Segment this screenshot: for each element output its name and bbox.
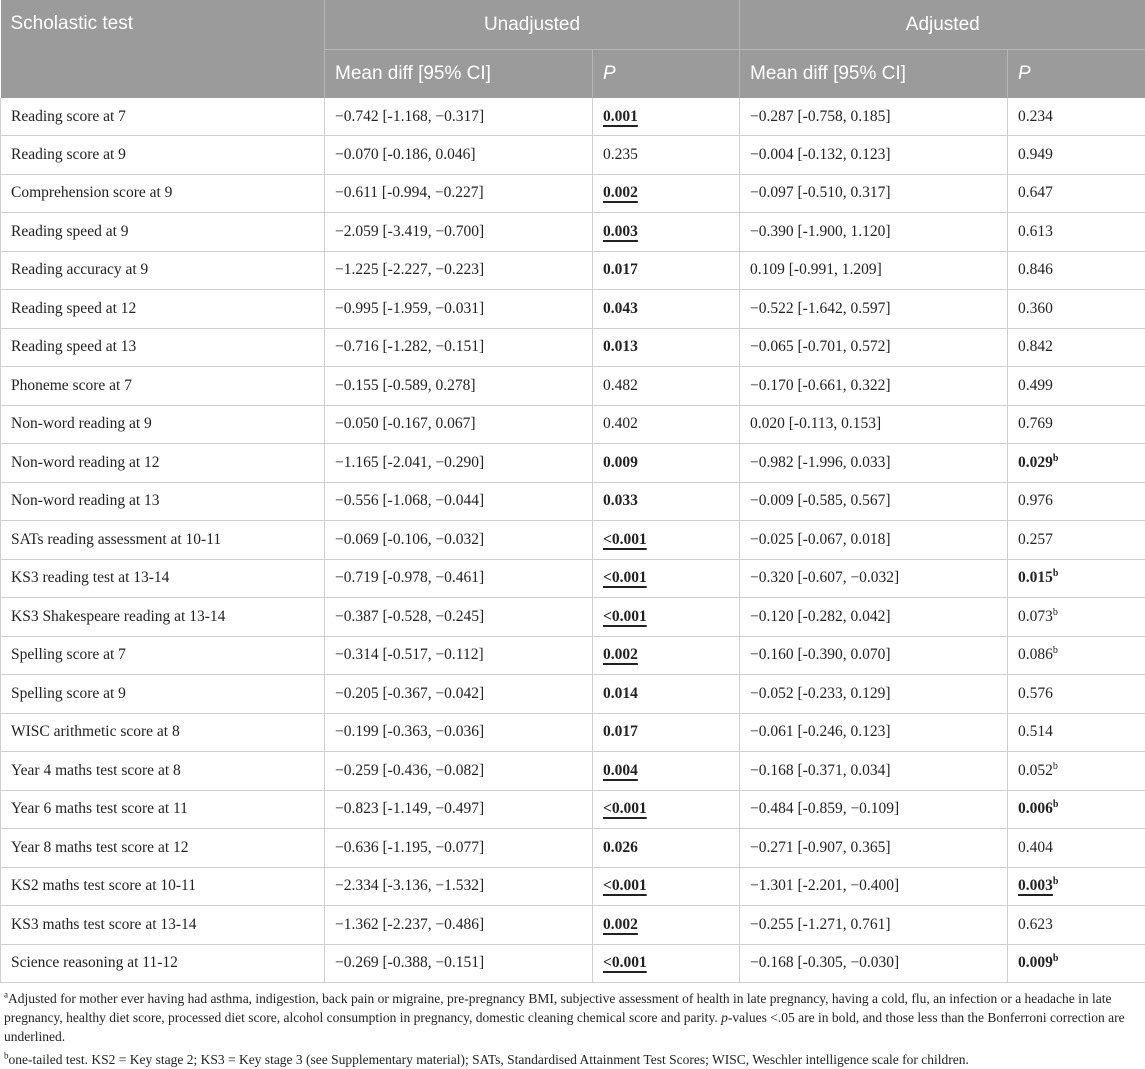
cell-unadjusted-p xyxy=(593,405,740,444)
table-row xyxy=(1,944,1145,983)
cell-unadjusted-mean-diff-text: −2.059 [-3.419, −0.700] xyxy=(335,223,484,240)
cell-test-name-text: Science reasoning at 11-12 xyxy=(11,954,178,971)
footnote-a-italic: p xyxy=(721,1010,728,1025)
cell-unadjusted-p xyxy=(593,675,740,714)
cell-adjusted-mean-diff xyxy=(740,136,1008,175)
table-row xyxy=(1,713,1145,752)
cell-unadjusted-p xyxy=(593,829,740,868)
cell-unadjusted-mean-diff-text: −0.050 [-0.167, 0.067] xyxy=(335,415,475,432)
cell-test-name xyxy=(1,636,325,675)
cell-adjusted-mean-diff xyxy=(740,405,1008,444)
cell-adjusted-mean-diff-text: −0.522 [-1.642, 0.597] xyxy=(750,300,890,317)
cell-adjusted-mean-diff-text: −0.484 [-0.859, −0.109] xyxy=(750,800,899,817)
cell-test-name-text: Reading accuracy at 9 xyxy=(11,261,148,278)
cell-adjusted-p-text: 0.613 xyxy=(1018,223,1053,240)
cell-unadjusted-p xyxy=(593,367,740,406)
table-row xyxy=(1,290,1145,329)
cell-adjusted-mean-diff-text: −0.271 [-0.907, 0.365] xyxy=(750,839,890,856)
cell-adjusted-mean-diff xyxy=(740,213,1008,252)
footnote-b xyxy=(4,1050,1139,1069)
cell-unadjusted-p-text: 0.003 xyxy=(603,223,638,240)
cell-adjusted-mean-diff xyxy=(740,251,1008,290)
cell-unadjusted-mean-diff-text: −0.070 [-0.186, 0.046] xyxy=(335,146,475,163)
cell-unadjusted-mean-diff xyxy=(325,906,593,945)
cell-adjusted-p xyxy=(1008,636,1145,675)
cell-adjusted-mean-diff-text: −0.097 [-0.510, 0.317] xyxy=(750,184,890,201)
cell-adjusted-p xyxy=(1008,136,1145,175)
cell-adjusted-mean-diff-text: −0.320 [-0.607, −0.032] xyxy=(750,569,899,586)
cell-unadjusted-mean-diff-text: −0.269 [-0.388, −0.151] xyxy=(335,954,484,971)
cell-unadjusted-mean-diff-text: −0.387 [-0.528, −0.245] xyxy=(335,608,484,625)
table-row xyxy=(1,790,1145,829)
cell-unadjusted-mean-diff-text: −0.155 [-0.589, 0.278] xyxy=(335,377,475,394)
cell-unadjusted-p-text: 0.002 xyxy=(603,916,638,933)
cell-unadjusted-mean-diff-text: −0.556 [-1.068, −0.044] xyxy=(335,492,484,509)
cell-unadjusted-p xyxy=(593,98,740,136)
cell-adjusted-p-text: 0.257 xyxy=(1018,531,1053,548)
cell-adjusted-mean-diff-text: −0.982 [-1.996, 0.033] xyxy=(750,454,890,471)
cell-adjusted-p-text: 0.234 xyxy=(1018,108,1053,125)
cell-test-name xyxy=(1,790,325,829)
table-row xyxy=(1,598,1145,637)
cell-adjusted-mean-diff-text: −0.120 [-0.282, 0.042] xyxy=(750,608,890,625)
table-row xyxy=(1,444,1145,483)
footnote-marker: b xyxy=(1053,761,1058,772)
cell-adjusted-mean-diff-text: −1.301 [-2.201, −0.400] xyxy=(750,877,899,894)
cell-adjusted-p xyxy=(1008,790,1145,829)
cell-adjusted-mean-diff xyxy=(740,752,1008,791)
cell-adjusted-p xyxy=(1008,213,1145,252)
cell-unadjusted-p-text: <0.001 xyxy=(603,569,647,586)
cell-unadjusted-p-text: 0.402 xyxy=(603,415,638,432)
cell-adjusted-p-text: 0.404 xyxy=(1018,839,1053,856)
cell-unadjusted-p-text: 0.002 xyxy=(603,184,638,201)
cell-adjusted-mean-diff-text: −0.255 [-1.271, 0.761] xyxy=(750,916,890,933)
cell-adjusted-mean-diff-text: −0.168 [-0.305, −0.030] xyxy=(750,954,899,971)
table-row xyxy=(1,98,1145,136)
cell-test-name xyxy=(1,213,325,252)
cell-unadjusted-p-text: 0.033 xyxy=(603,492,638,509)
cell-test-name xyxy=(1,251,325,290)
cell-adjusted-mean-diff-text: 0.109 [-0.991, 1.209] xyxy=(750,261,882,278)
cell-unadjusted-mean-diff xyxy=(325,174,593,213)
cell-unadjusted-p-text: 0.026 xyxy=(603,839,638,856)
cell-test-name-text: Reading speed at 12 xyxy=(11,300,136,317)
cell-unadjusted-mean-diff-text: −0.205 [-0.367, −0.042] xyxy=(335,685,484,702)
cell-unadjusted-p xyxy=(593,944,740,983)
cell-unadjusted-mean-diff-text: −0.259 [-0.436, −0.082] xyxy=(335,762,484,779)
cell-adjusted-p xyxy=(1008,752,1145,791)
header-unadjusted: Unadjusted xyxy=(325,0,740,50)
cell-unadjusted-p xyxy=(593,290,740,329)
cell-unadjusted-p xyxy=(593,521,740,560)
table-row xyxy=(1,829,1145,868)
cell-unadjusted-p-text: <0.001 xyxy=(603,608,647,625)
cell-unadjusted-mean-diff xyxy=(325,98,593,136)
cell-unadjusted-p-text: 0.013 xyxy=(603,338,638,355)
cell-test-name-text: KS2 maths test score at 10-11 xyxy=(11,877,196,894)
cell-adjusted-p-text: 0.514 xyxy=(1018,723,1053,740)
cell-unadjusted-p-text: 0.001 xyxy=(603,108,638,125)
cell-adjusted-p xyxy=(1008,944,1145,983)
cell-adjusted-mean-diff xyxy=(740,444,1008,483)
cell-unadjusted-p xyxy=(593,790,740,829)
cell-unadjusted-p-text: 0.017 xyxy=(603,723,638,740)
cell-unadjusted-mean-diff xyxy=(325,290,593,329)
cell-unadjusted-mean-diff xyxy=(325,752,593,791)
cell-unadjusted-mean-diff-text: −1.165 [-2.041, −0.290] xyxy=(335,454,484,471)
cell-unadjusted-p xyxy=(593,713,740,752)
cell-test-name-text: KS3 reading test at 13-14 xyxy=(11,569,169,586)
cell-unadjusted-p-text: <0.001 xyxy=(603,800,647,817)
cell-unadjusted-mean-diff-text: −0.636 [-1.195, −0.077] xyxy=(335,839,484,856)
cell-test-name xyxy=(1,405,325,444)
cell-adjusted-mean-diff xyxy=(740,906,1008,945)
header-adjusted-p: P xyxy=(1008,50,1145,99)
cell-unadjusted-mean-diff-text: −2.334 [-3.136, −1.532] xyxy=(335,877,484,894)
cell-adjusted-mean-diff xyxy=(740,482,1008,521)
cell-adjusted-p xyxy=(1008,675,1145,714)
cell-unadjusted-mean-diff xyxy=(325,213,593,252)
cell-adjusted-p-text: 0.006 xyxy=(1018,800,1053,817)
cell-unadjusted-mean-diff-text: −1.362 [-2.237, −0.486] xyxy=(335,916,484,933)
header-unadjusted-mean-diff: Mean diff [95% CI] xyxy=(325,50,593,99)
cell-unadjusted-mean-diff-text: −0.716 [-1.282, −0.151] xyxy=(335,338,484,355)
footnotes xyxy=(0,983,1145,1069)
cell-adjusted-p-text: 0.623 xyxy=(1018,916,1053,933)
footnote-a-mark: a xyxy=(4,990,8,1000)
cell-test-name-text: Year 6 maths test score at 11 xyxy=(11,800,188,817)
table-row xyxy=(1,906,1145,945)
cell-test-name-text: Phoneme score at 7 xyxy=(11,377,132,394)
cell-unadjusted-p xyxy=(593,867,740,906)
cell-unadjusted-mean-diff-text: −0.314 [-0.517, −0.112] xyxy=(335,646,484,663)
cell-test-name xyxy=(1,867,325,906)
table-row xyxy=(1,636,1145,675)
cell-adjusted-mean-diff-text: −0.004 [-0.132, 0.123] xyxy=(750,146,890,163)
cell-test-name xyxy=(1,98,325,136)
cell-test-name-text: Spelling score at 9 xyxy=(11,685,126,702)
cell-test-name xyxy=(1,675,325,714)
cell-unadjusted-p-text: 0.482 xyxy=(603,377,638,394)
cell-unadjusted-mean-diff xyxy=(325,636,593,675)
cell-unadjusted-p-text: 0.014 xyxy=(603,685,638,702)
cell-adjusted-mean-diff-text: −0.390 [-1.900, 1.120] xyxy=(750,223,890,240)
cell-unadjusted-p xyxy=(593,906,740,945)
cell-adjusted-mean-diff-text: −0.052 [-0.233, 0.129] xyxy=(750,685,890,702)
cell-unadjusted-p-text: 0.017 xyxy=(603,261,638,278)
footnote-b-text: one-tailed test. KS2 = Key stage 2; KS3 = Key stage 3 (see Supplementary material); SATs, Standardised Attainment Test Scores; WISC, Weschler intelligence scale for children. xyxy=(9,1052,969,1067)
cell-adjusted-p-text: 0.003 xyxy=(1018,877,1053,894)
cell-unadjusted-mean-diff xyxy=(325,790,593,829)
cell-test-name-text: Year 4 maths test score at 8 xyxy=(11,762,181,779)
cell-test-name xyxy=(1,598,325,637)
cell-unadjusted-p-text: 0.043 xyxy=(603,300,638,317)
cell-adjusted-p-text: 0.029 xyxy=(1018,454,1053,471)
cell-adjusted-p-text: 0.360 xyxy=(1018,300,1053,317)
cell-adjusted-mean-diff xyxy=(740,367,1008,406)
cell-test-name-text: Year 8 maths test score at 12 xyxy=(11,839,189,856)
cell-unadjusted-p-text: 0.235 xyxy=(603,146,638,163)
cell-unadjusted-mean-diff xyxy=(325,444,593,483)
cell-test-name-text: Non-word reading at 12 xyxy=(11,454,160,471)
table-row xyxy=(1,482,1145,521)
table-row xyxy=(1,405,1145,444)
cell-test-name xyxy=(1,482,325,521)
footnote-marker: b xyxy=(1053,645,1058,656)
table-row xyxy=(1,174,1145,213)
cell-test-name xyxy=(1,944,325,983)
cell-adjusted-mean-diff-text: −0.168 [-0.371, 0.034] xyxy=(750,762,890,779)
cell-adjusted-p xyxy=(1008,521,1145,560)
cell-test-name-text: KS3 maths test score at 13-14 xyxy=(11,916,197,933)
cell-adjusted-p xyxy=(1008,829,1145,868)
cell-adjusted-p-text: 0.073 xyxy=(1018,608,1053,625)
cell-adjusted-mean-diff xyxy=(740,713,1008,752)
cell-adjusted-mean-diff-text: −0.061 [-0.246, 0.123] xyxy=(750,723,890,740)
cell-adjusted-mean-diff xyxy=(740,829,1008,868)
table-row xyxy=(1,367,1145,406)
cell-unadjusted-mean-diff-text: −0.611 [-0.994, −0.227] xyxy=(335,184,484,201)
cell-unadjusted-mean-diff xyxy=(325,598,593,637)
cell-unadjusted-mean-diff-text: −0.742 [-1.168, −0.317] xyxy=(335,108,484,125)
cell-adjusted-p-text: 0.015 xyxy=(1018,569,1053,586)
cell-adjusted-mean-diff xyxy=(740,559,1008,598)
cell-adjusted-mean-diff-text: −0.025 [-0.067, 0.018] xyxy=(750,531,890,548)
cell-unadjusted-p-text: 0.002 xyxy=(603,646,638,663)
cell-unadjusted-mean-diff-text: −0.995 [-1.959, −0.031] xyxy=(335,300,484,317)
cell-unadjusted-mean-diff xyxy=(325,521,593,560)
table-row xyxy=(1,136,1145,175)
cell-unadjusted-p xyxy=(593,213,740,252)
cell-unadjusted-p xyxy=(593,752,740,791)
table-row xyxy=(1,213,1145,252)
cell-adjusted-mean-diff xyxy=(740,328,1008,367)
cell-test-name xyxy=(1,559,325,598)
cell-adjusted-mean-diff xyxy=(740,790,1008,829)
cell-unadjusted-p-text: <0.001 xyxy=(603,954,647,971)
cell-unadjusted-mean-diff-text: −0.719 [-0.978, −0.461] xyxy=(335,569,484,586)
table-row xyxy=(1,867,1145,906)
cell-unadjusted-mean-diff xyxy=(325,482,593,521)
cell-adjusted-p-text: 0.576 xyxy=(1018,685,1053,702)
cell-unadjusted-mean-diff xyxy=(325,136,593,175)
table-row xyxy=(1,559,1145,598)
cell-adjusted-p-text: 0.009 xyxy=(1018,954,1053,971)
cell-adjusted-mean-diff xyxy=(740,521,1008,560)
cell-unadjusted-mean-diff xyxy=(325,367,593,406)
cell-test-name xyxy=(1,906,325,945)
cell-unadjusted-mean-diff xyxy=(325,559,593,598)
cell-test-name-text: Non-word reading at 13 xyxy=(11,492,160,509)
header-adjusted-mean-diff: Mean diff [95% CI] xyxy=(740,50,1008,99)
table-row xyxy=(1,328,1145,367)
footnote-a xyxy=(4,989,1139,1046)
cell-adjusted-mean-diff xyxy=(740,290,1008,329)
cell-adjusted-p-text: 0.499 xyxy=(1018,377,1053,394)
cell-adjusted-mean-diff-text: 0.020 [-0.113, 0.153] xyxy=(750,415,881,432)
footnote-marker: b xyxy=(1053,876,1059,887)
cell-unadjusted-p xyxy=(593,559,740,598)
cell-adjusted-p-text: 0.949 xyxy=(1018,146,1053,163)
footnote-marker: b xyxy=(1053,607,1058,618)
cell-adjusted-p xyxy=(1008,482,1145,521)
cell-unadjusted-p xyxy=(593,328,740,367)
cell-adjusted-mean-diff xyxy=(740,98,1008,136)
cell-unadjusted-p xyxy=(593,598,740,637)
cell-test-name xyxy=(1,290,325,329)
cell-unadjusted-p xyxy=(593,636,740,675)
cell-test-name-text: Reading score at 9 xyxy=(11,146,126,163)
cell-test-name-text: Spelling score at 7 xyxy=(11,646,126,663)
cell-adjusted-p xyxy=(1008,367,1145,406)
cell-test-name xyxy=(1,444,325,483)
cell-unadjusted-p-text: 0.009 xyxy=(603,454,638,471)
cell-adjusted-p xyxy=(1008,559,1145,598)
footnote-a-text-1: Adjusted for mother ever having had asthma, indigestion, back pain or migraine, pre-pregnancy BMI, subjective assessment of health in late pregnancy, having a cold, flu, an infection or a headache in late pregnancy, healthy diet score, processed diet score, alcohol consumption in pregnancy, domestic cleaning chemical score and parity. xyxy=(4,991,1112,1025)
footnote-marker: b xyxy=(1053,953,1059,964)
cell-test-name-text: Reading speed at 9 xyxy=(11,223,129,240)
cell-unadjusted-p-text: <0.001 xyxy=(603,877,647,894)
footnote-a-text-2: -values <.05 are in bold, and those less than the Bonferroni correction are underlined. xyxy=(4,1010,1125,1044)
table-row xyxy=(1,521,1145,560)
cell-adjusted-p-text: 0.086 xyxy=(1018,646,1053,663)
cell-adjusted-mean-diff xyxy=(740,598,1008,637)
cell-unadjusted-mean-diff xyxy=(325,251,593,290)
cell-adjusted-mean-diff xyxy=(740,867,1008,906)
cell-unadjusted-mean-diff-text: −0.069 [-0.106, −0.032] xyxy=(335,531,484,548)
cell-unadjusted-mean-diff xyxy=(325,405,593,444)
cell-adjusted-p xyxy=(1008,405,1145,444)
table-row xyxy=(1,675,1145,714)
cell-adjusted-mean-diff-text: −0.065 [-0.701, 0.572] xyxy=(750,338,890,355)
header-scholastic-test: Scholastic test xyxy=(1,0,325,98)
cell-unadjusted-p xyxy=(593,482,740,521)
cell-adjusted-mean-diff-text: −0.009 [-0.585, 0.567] xyxy=(750,492,890,509)
cell-adjusted-mean-diff xyxy=(740,944,1008,983)
header-adjusted: Adjusted xyxy=(740,0,1145,50)
cell-adjusted-p-text: 0.769 xyxy=(1018,415,1053,432)
cell-test-name xyxy=(1,136,325,175)
cell-unadjusted-p-text: 0.004 xyxy=(603,762,638,779)
cell-unadjusted-mean-diff xyxy=(325,328,593,367)
cell-unadjusted-p xyxy=(593,136,740,175)
cell-adjusted-mean-diff xyxy=(740,174,1008,213)
cell-adjusted-p xyxy=(1008,251,1145,290)
cell-adjusted-p-text: 0.647 xyxy=(1018,184,1053,201)
cell-test-name xyxy=(1,367,325,406)
cell-unadjusted-mean-diff xyxy=(325,944,593,983)
cell-adjusted-p xyxy=(1008,98,1145,136)
footnote-marker: b xyxy=(1053,568,1059,579)
cell-test-name xyxy=(1,328,325,367)
cell-adjusted-p xyxy=(1008,290,1145,329)
cell-unadjusted-p xyxy=(593,444,740,483)
cell-adjusted-p xyxy=(1008,598,1145,637)
cell-test-name-text: KS3 Shakespeare reading at 13-14 xyxy=(11,608,225,625)
cell-adjusted-p xyxy=(1008,867,1145,906)
cell-test-name-text: Comprehension score at 9 xyxy=(11,184,172,201)
cell-unadjusted-p-text: <0.001 xyxy=(603,531,647,548)
cell-test-name-text: Reading speed at 13 xyxy=(11,338,136,355)
cell-test-name xyxy=(1,521,325,560)
cell-test-name xyxy=(1,713,325,752)
table-body xyxy=(1,98,1145,983)
table-row xyxy=(1,251,1145,290)
cell-unadjusted-mean-diff-text: −1.225 [-2.227, −0.223] xyxy=(335,261,484,278)
cell-unadjusted-mean-diff-text: −0.199 [-0.363, −0.036] xyxy=(335,723,484,740)
cell-test-name-text: Non-word reading at 9 xyxy=(11,415,152,432)
cell-adjusted-p-text: 0.052 xyxy=(1018,762,1053,779)
cell-unadjusted-p xyxy=(593,251,740,290)
cell-adjusted-mean-diff-text: −0.287 [-0.758, 0.185] xyxy=(750,108,890,125)
cell-unadjusted-mean-diff xyxy=(325,829,593,868)
cell-test-name xyxy=(1,829,325,868)
cell-test-name-text: WISC arithmetic score at 8 xyxy=(11,723,180,740)
cell-unadjusted-mean-diff xyxy=(325,713,593,752)
footnote-marker: b xyxy=(1053,453,1059,464)
cell-adjusted-p xyxy=(1008,444,1145,483)
cell-unadjusted-mean-diff xyxy=(325,867,593,906)
cell-unadjusted-p xyxy=(593,174,740,213)
cell-adjusted-mean-diff-text: −0.170 [-0.661, 0.322] xyxy=(750,377,890,394)
footnote-marker: b xyxy=(1053,799,1059,810)
cell-adjusted-p xyxy=(1008,906,1145,945)
cell-unadjusted-mean-diff xyxy=(325,675,593,714)
cell-adjusted-p-text: 0.842 xyxy=(1018,338,1053,355)
cell-adjusted-p xyxy=(1008,328,1145,367)
table-row xyxy=(1,752,1145,791)
cell-adjusted-p xyxy=(1008,174,1145,213)
cell-test-name-text: SATs reading assessment at 10-11 xyxy=(11,531,221,548)
cell-test-name xyxy=(1,174,325,213)
footnote-b-mark: b xyxy=(4,1051,9,1061)
cell-test-name-text: Reading score at 7 xyxy=(11,108,126,125)
cell-test-name xyxy=(1,752,325,791)
cell-adjusted-p-text: 0.846 xyxy=(1018,261,1053,278)
cell-adjusted-mean-diff xyxy=(740,636,1008,675)
cell-adjusted-p-text: 0.976 xyxy=(1018,492,1053,509)
header-unadjusted-p: P xyxy=(593,50,740,99)
cell-adjusted-mean-diff xyxy=(740,675,1008,714)
cell-adjusted-p xyxy=(1008,713,1145,752)
cell-adjusted-mean-diff-text: −0.160 [-0.390, 0.070] xyxy=(750,646,890,663)
cell-unadjusted-mean-diff-text: −0.823 [-1.149, −0.497] xyxy=(335,800,484,817)
